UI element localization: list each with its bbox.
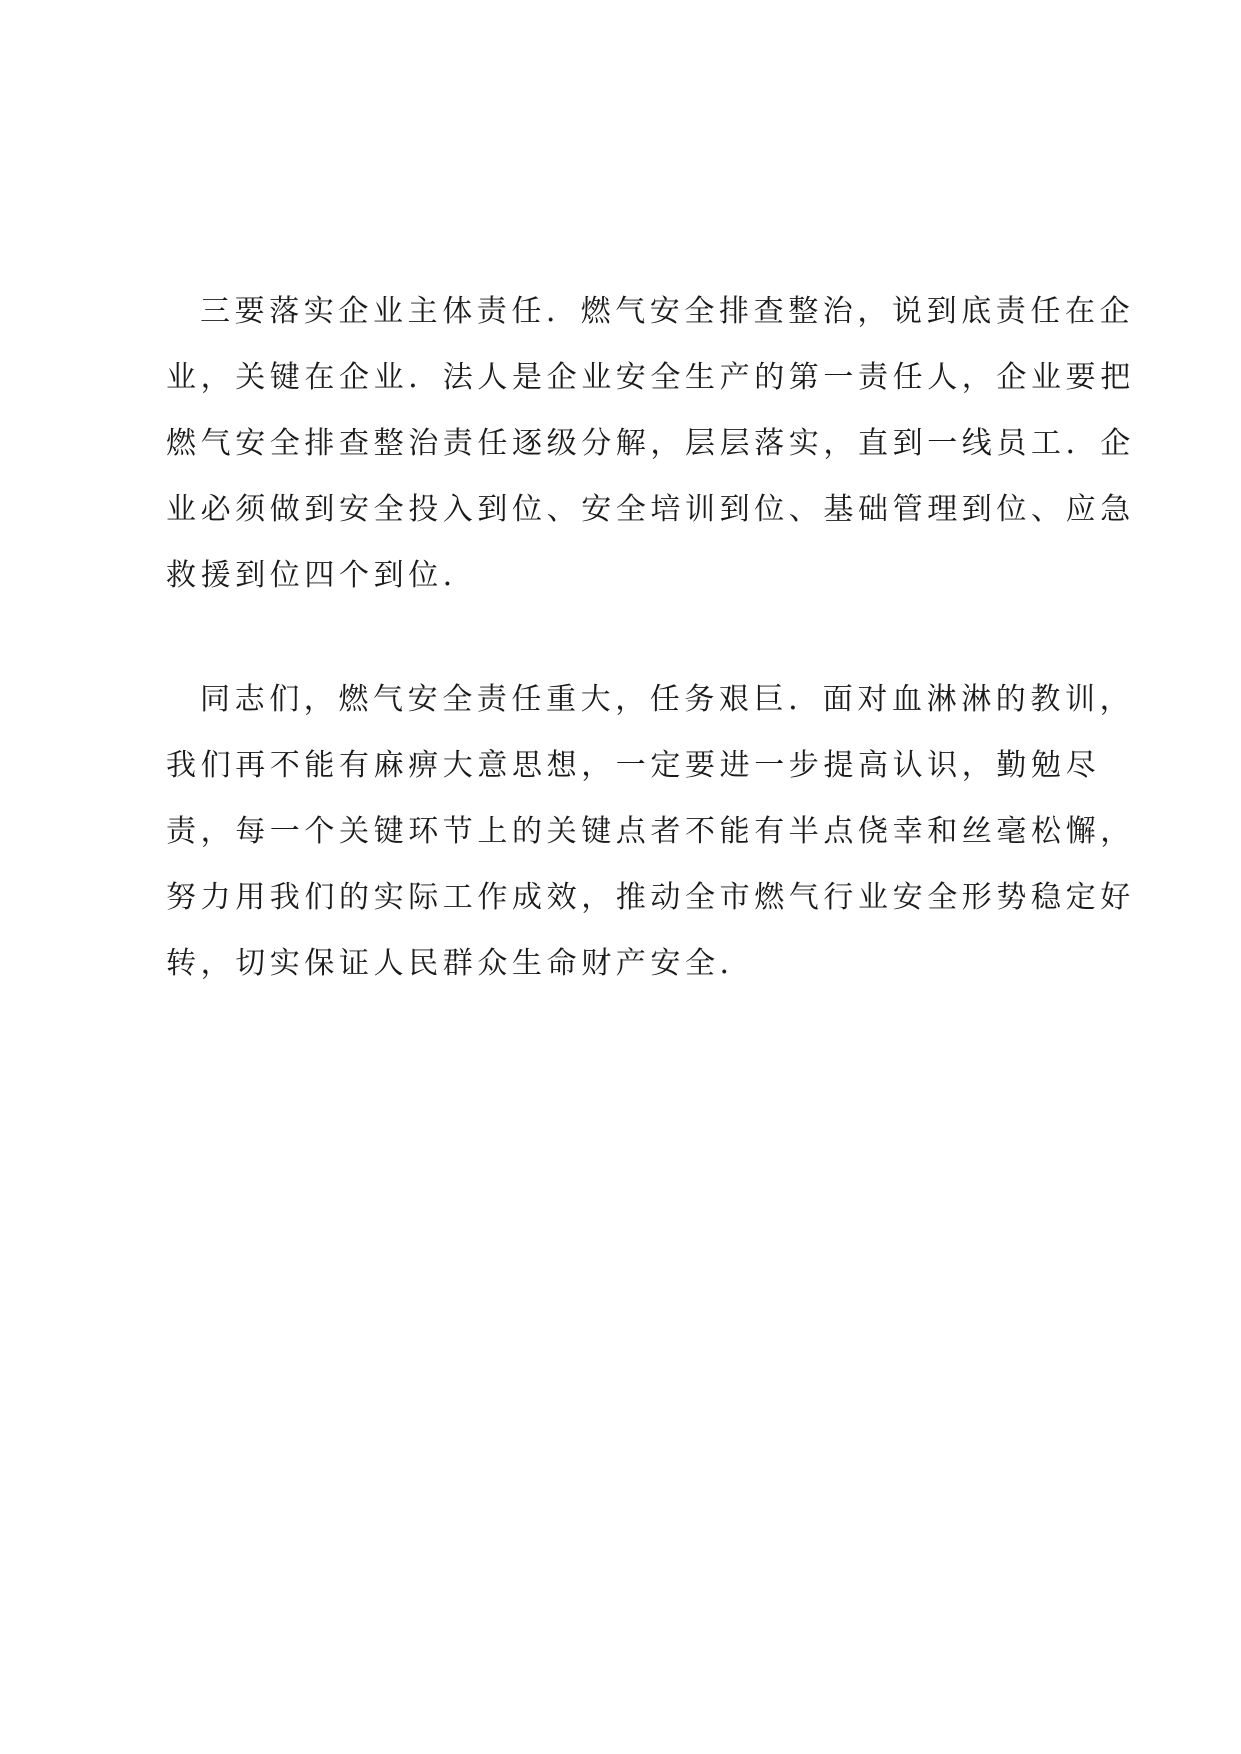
- paragraph-line: 三要落实企业主体责任．燃气安全排查整治，说到底责任在企: [200, 294, 1135, 329]
- paragraph-line: 业必须做到安全投入到位、安全培训到位、基础管理到位、应急: [166, 492, 1135, 527]
- paragraph-line: 我们再不能有麻痹大意思想，一定要进一步提高认识，勤勉尽: [166, 748, 1101, 783]
- paragraph-line: 努力用我们的实际工作成效，推动全市燃气行业安全形势稳定好: [166, 880, 1135, 915]
- paragraph-line: 燃气安全排查整治责任逐级分解，层层落实，直到一线员工．企: [166, 426, 1135, 461]
- paragraph-line: 同志们，燃气安全责任重大，任务艰巨．面对血淋淋的教训，: [200, 682, 1135, 717]
- paragraph-line: 责，每一个关键环节上的关键点者不能有半点侥幸和丝毫松懈，: [166, 814, 1135, 849]
- paragraph-line: 业，关键在企业．法人是企业安全生产的第一责任人，企业要把: [166, 360, 1135, 395]
- paragraph-line: 转，切实保证人民群众生命财产安全．: [166, 946, 755, 981]
- paragraph-line: 救援到位四个到位．: [166, 558, 478, 593]
